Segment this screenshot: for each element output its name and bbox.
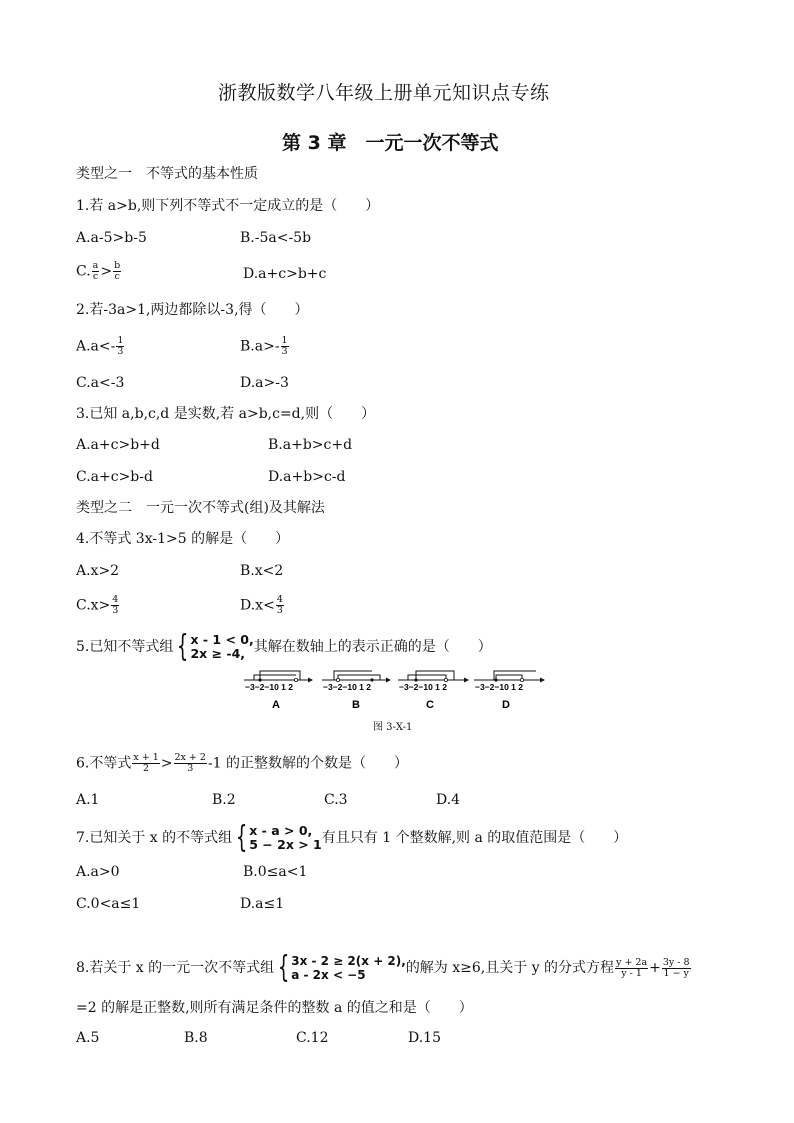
question-6-option-c[interactable]: C.3 <box>324 792 348 808</box>
inequality-system <box>232 820 322 855</box>
fraction-one-third: $\frac{1}{3}$ <box>281 335 288 357</box>
question-3-option-d[interactable]: D.a+b>c-d <box>268 469 346 485</box>
system-row-1: x - 1 < 0, <box>190 632 254 647</box>
document-title: 浙教版数学八年级上册单元知识点专练 <box>218 82 550 104</box>
question-2-option-d[interactable]: D.a>-3 <box>240 375 289 391</box>
question-8-option-a[interactable]: A.5 <box>76 1030 100 1046</box>
question-6-option-d[interactable]: D.4 <box>436 792 461 808</box>
question-7-option-d[interactable]: D.a≤1 <box>240 896 285 912</box>
question-8-middle: 的解为 x≥6,且关于 y 的分式方程 <box>405 960 615 976</box>
question-2-option-b[interactable] <box>240 336 290 357</box>
question-8-option-b[interactable]: B.8 <box>184 1030 208 1046</box>
system-row-1: x - a > 0, <box>249 823 313 838</box>
question-2-option-a[interactable] <box>76 336 125 357</box>
option-c-prefix: C. <box>76 263 91 280</box>
question-3-stem: 3.已知 a,b,c,d 是实数,若 a>b,c=d,则（ ） <box>76 406 376 422</box>
question-7-suffix: 有且只有 1 个整数解,则 a 的取值范围是（ ） <box>321 830 628 846</box>
question-4-option-c[interactable] <box>76 595 120 616</box>
option-c-prefix: C.x> <box>76 597 111 614</box>
axis-ticks-b: −3−2−10 1 2 <box>323 682 371 692</box>
number-line-d[interactable] <box>474 671 544 682</box>
number-line-b[interactable] <box>322 671 390 682</box>
question-2-stem: 2.若-3a>1,两边都除以-3,得（ ） <box>76 302 309 318</box>
inequality-system <box>274 950 406 985</box>
axis-ticks-c: −3−2−10 1 2 <box>399 682 447 692</box>
fraction-x-plus-1-over-2: $\frac{x + 1}{2}$ <box>133 752 159 774</box>
question-7-option-a[interactable]: A.a>0 <box>76 864 120 880</box>
option-d-prefix: D.x< <box>240 597 275 614</box>
plus-sign: + <box>649 960 661 976</box>
number-line-a[interactable] <box>244 671 312 682</box>
fraction-3y-minus-8-over-1-minus-y: $\frac{3y - 8}{1 - y}$ <box>662 956 690 979</box>
system-row-2: 5 − 2x > 1 <box>249 837 322 852</box>
question-8-option-d[interactable]: D.15 <box>408 1030 441 1046</box>
question-7-option-c[interactable]: C.0<a≤1 <box>76 896 141 912</box>
question-4-option-d[interactable] <box>240 595 285 616</box>
fraction-y-plus-2a-over-y-minus-1: $\frac{y + 2a}{y - 1}$ <box>616 956 648 979</box>
figure-label-b: B <box>352 699 360 710</box>
question-6-suffix: -1 的正整数解的个数是（ ） <box>207 755 409 772</box>
left-brace: { <box>235 820 248 855</box>
fraction-four-thirds: $\frac{4}{3}$ <box>112 594 119 616</box>
question-6-prefix: 6.不等式 <box>76 755 132 772</box>
question-3-option-b[interactable]: B.a+b>c+d <box>268 437 353 453</box>
figure-caption: 图 3-X-1 <box>373 722 413 733</box>
fraction-b-over-c: $\frac{b}{c}$ <box>114 260 121 282</box>
question-3-option-c[interactable]: C.a+c>b-d <box>76 469 153 485</box>
question-4-stem: 4.不等式 3x-1>5 的解是（ ） <box>76 531 290 547</box>
question-5-stem <box>76 629 492 664</box>
question-1-stem: 1.若 a>b,则下列不等式不一定成立的是（ ） <box>76 198 380 214</box>
question-5-suffix: 其解在数轴上的表示正确的是（ ） <box>253 639 492 655</box>
question-8-option-c[interactable]: C.12 <box>296 1030 329 1046</box>
number-line-figure <box>240 662 552 710</box>
question-1-option-b[interactable]: B.-5a<-5b <box>240 230 312 246</box>
question-1-option-c[interactable] <box>76 261 122 282</box>
figure-label-a: A <box>272 699 280 710</box>
question-3-option-a[interactable]: A.a+c>b+d <box>76 437 160 453</box>
left-brace: { <box>177 629 189 664</box>
number-line-c[interactable] <box>398 671 468 682</box>
question-4-option-b[interactable]: B.x<2 <box>240 563 284 579</box>
figure-label-d: D <box>502 699 510 710</box>
question-1-option-a[interactable]: A.a-5>b-5 <box>76 230 147 246</box>
section-heading-1: 类型之一 不等式的基本性质 <box>76 166 258 182</box>
fraction-one-third: $\frac{1}{3}$ <box>117 335 124 357</box>
option-a-prefix: A.a<- <box>76 338 116 355</box>
system-row-1: 3x - 2 ≥ 2(x + 2), <box>291 954 406 968</box>
option-b-prefix: B.a>- <box>240 338 280 355</box>
question-8-stem <box>76 950 692 985</box>
question-7-stem <box>76 820 628 855</box>
question-4-option-a[interactable]: A.x>2 <box>76 563 120 579</box>
system-row-2: a - 2x < −5 <box>291 968 366 982</box>
greater-than-sign: > <box>100 263 113 280</box>
figure-label-c: C <box>426 699 434 710</box>
fraction-2x-plus-2-over-3: $\frac{2x + 2}{3}$ <box>174 752 206 774</box>
question-7-prefix: 7.已知关于 x 的不等式组 <box>76 830 233 846</box>
axis-ticks-a: −3−2−10 1 2 <box>245 682 293 692</box>
chapter-title: 第 3 章 一元一次不等式 <box>282 132 499 154</box>
fraction-four-thirds: $\frac{4}{3}$ <box>276 594 283 616</box>
left-brace: { <box>277 950 290 985</box>
question-6-option-b[interactable]: B.2 <box>212 792 236 808</box>
question-5-prefix: 5.已知不等式组 <box>76 639 174 655</box>
question-8-prefix: 8.若关于 x 的一元一次不等式组 <box>76 960 275 976</box>
system-row-2: 2x ≥ -4, <box>190 646 246 661</box>
axis-ticks-d: −3−2−10 1 2 <box>475 682 523 692</box>
question-8-stem-line-2: =2 的解是正整数,则所有满足条件的整数 a 的值之和是（ ） <box>76 1000 473 1016</box>
fraction-a-over-c: $\frac{a}{c}$ <box>92 260 99 282</box>
question-7-option-b[interactable]: B.0≤a<1 <box>243 864 308 880</box>
question-6-stem <box>76 753 408 774</box>
question-2-option-c[interactable]: C.a<-3 <box>76 375 125 391</box>
question-1-option-d[interactable]: D.a+c>b+c <box>243 266 327 282</box>
question-6-option-a[interactable]: A.1 <box>76 792 100 808</box>
section-heading-2: 类型之二 一元一次不等式(组)及其解法 <box>76 500 325 516</box>
greater-than-sign: > <box>160 755 173 772</box>
inequality-system <box>173 629 254 664</box>
